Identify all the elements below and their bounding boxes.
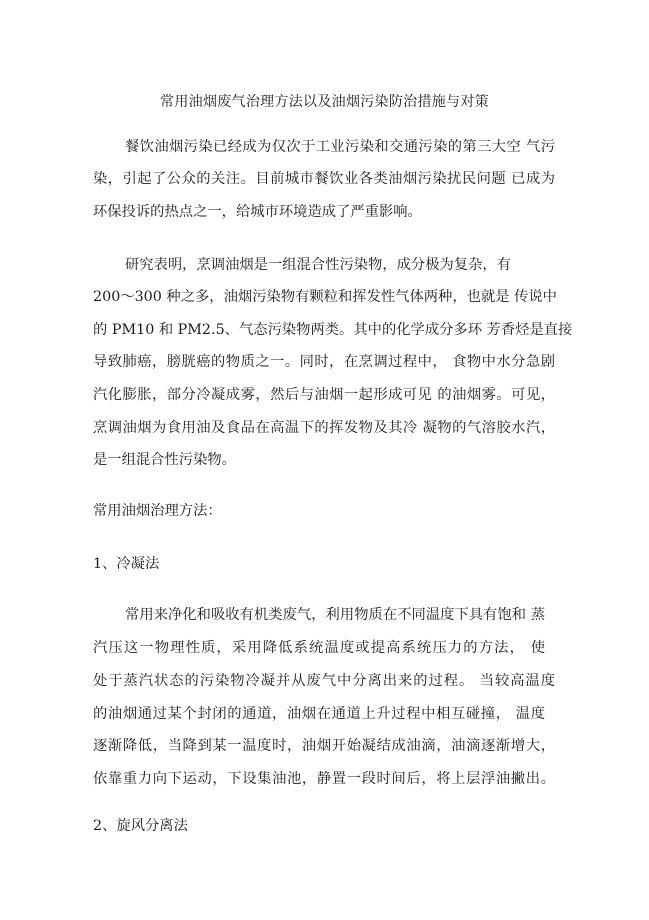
- para2-line-7: 是一组混合性污染物。: [93, 452, 236, 468]
- method1-line-3: 处于蒸汽状态的污染物冷凝并从废气中分离出来的过程。 当较高温度: [93, 673, 555, 689]
- para2-line-2: 200～300 种之多，油烟污染物有颗粒和挥发性气体两种，也就是 传说中: [93, 289, 557, 305]
- para1-line-2: 染，引起了公众的关注。目前城市餐饮业各类油烟污染扰民问题 已成为: [93, 171, 555, 187]
- method1-line-1: 常用来净化和吸收有机类废气，利用物质在不同温度下具有饱和 蒸: [125, 607, 545, 623]
- method1-line-2: 汽压这一物理性质，采用降低系统温度或提高系统压力的方法， 使: [93, 640, 545, 656]
- method1-line-4: 的油烟通过某个封闭的通道，油烟在通道上升过程中相互碰撞， 温度: [93, 706, 545, 722]
- para2-line-5: 汽化膨胀，部分冷凝成雾，然后与油烟一起形成可见 的油烟雾。可见，: [93, 387, 555, 403]
- para1-line-3: 环保投诉的热点之一，给城市环境造成了严重影响。: [93, 204, 422, 220]
- para2-line-6: 烹调油烟为食用油及食品在高温下的挥发物及其冷 凝物的气溶胶水汽，: [93, 420, 555, 436]
- page-title: 常用油烟废气治理方法以及油烟污染防治措施与对策: [160, 94, 489, 110]
- section-heading: 常用油烟治理方法：: [93, 503, 222, 519]
- method-1-heading: 1、冷凝法: [93, 556, 160, 572]
- para2-line-3: 的 PM10 和 PM2.5、气态污染物两类。其中的化学成分多环 芳香烃是直接: [93, 322, 573, 338]
- method1-line-6: 依靠重力向下运动，下设集油池，静置一段时间后，将上层浮油撇出。: [93, 771, 555, 787]
- method1-line-5: 逐渐降低，当降到某一温度时，油烟开始凝结成油滴，油滴逐渐增大，: [93, 738, 555, 754]
- para2-line-4: 导致肺癌，膀胱癌的物质之一。同时，在烹调过程中， 食物中水分急剧: [93, 354, 555, 370]
- para2-line-1: 研究表明，烹调油烟是一组混合性污染物，成分极为复杂，有: [125, 257, 512, 273]
- method-2-heading: 2、旋风分离法: [93, 818, 188, 834]
- para1-line-1: 餐饮油烟污染已经成为仅次于工业污染和交通污染的第三大空 气污: [125, 139, 555, 155]
